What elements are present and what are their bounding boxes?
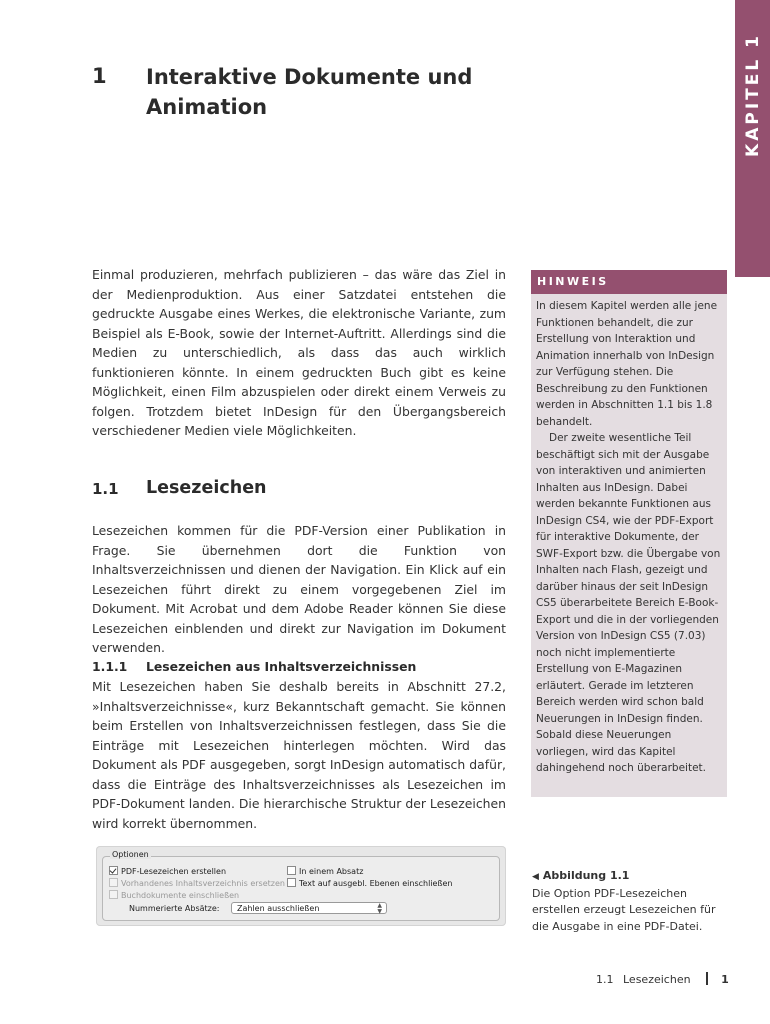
checkbox-icon xyxy=(287,866,296,875)
pdf-bookmarks-label: PDF-Lesezeichen erstellen xyxy=(121,867,227,876)
page-number: 1 xyxy=(721,973,729,986)
footer-section-number: 1.1 xyxy=(596,973,614,986)
figure-caption xyxy=(532,868,732,935)
checkbox-icon xyxy=(109,878,118,887)
section-paragraph: Lesezeichen kommen für die PDF-Version einer Publikation in Frage. Sie übernehmen dort die Funktion von Inhaltsverzeichnissen und dienen der Navigation. Ein Klick auf ein Lesezeichen führt direkt zu einem vorgegebenen Ziel im Dokument. Mit Acrobat und dem Adobe Reader können Sie diese Lesezeichen einblenden und direkt zur Navigation im Dokument verwenden. xyxy=(92,523,506,655)
intro-paragraph: Einmal produzieren, mehrfach publizieren – das wäre das Ziel in der Medienproduktion. Aus einer Satzdatei entstehen die gedruckte Ausgabe eines Werkes, die elektronische Variante, zum Beispiel als E-Book, sowie der Internet-Auftritt. Allerdings sind die Medien zu unterschiedlich, als dass das auch wirklich funktionieren könnte. In einem gedruckten Buch gibt es keine Möglichkeit, einen Film abzuspielen oder direkt einem Verweis zu folgen. Trotzdem bietet InDesign für den Übergangsbereich verschiedener Medien viele Möglichkeiten. xyxy=(92,267,506,438)
chapter-title-line-1: Interaktive Dokumente und xyxy=(146,65,473,89)
subsection-paragraph: Mit Lesezeichen haben Sie deshalb bereits in Abschnitt 27.2, »Inhaltsverzeichnisse«, kurz Bekanntschaft gemacht. Sie können beim Erstellen von Inhaltsverzeichnissen festlegen, dass Sie die Einträge mit Lesezeichen hinterlegen möchten. Wird das Dokument als PDF ausgegeben, sorgt InDesign automatisch dafür, dass die Einträge des Inhaltsverzeichnisses als Lesezeichen im PDF-Dokument landen. Die hierarchische Struktur der Lesezeichen wird korrekt übernommen. xyxy=(92,679,506,831)
include-overset-checkbox[interactable] xyxy=(287,878,453,888)
footer-section-title: Lesezeichen xyxy=(623,973,691,986)
replace-existing-label: Vorhandenes Inhaltsverzeichnis ersetzen xyxy=(121,879,285,888)
select-arrows-icon: ▲ ▼ xyxy=(377,902,382,915)
chapter-tab xyxy=(735,0,770,277)
caption-arrow-icon: ◀ xyxy=(532,872,539,882)
options-group-label: Optionen xyxy=(112,850,149,859)
page-footer xyxy=(596,972,729,986)
section-number: 1.1 xyxy=(92,480,119,498)
chapter-title xyxy=(146,62,546,122)
numbered-paragraphs-value: Zahlen ausschließen xyxy=(237,904,320,913)
subsection-title: Lesezeichen aus Inhaltsverzeichnissen xyxy=(146,659,417,674)
hint-box xyxy=(531,270,727,797)
checkbox-icon xyxy=(287,878,296,887)
options-group xyxy=(102,856,500,921)
hint-heading: HINWEIS xyxy=(531,270,727,294)
caption-text: Die Option PDF-Lesezeichen erstellen erzeugt Lesezeichen für die Ausgabe in eine PDF-Datei. xyxy=(532,886,716,933)
chapter-number: 1 xyxy=(92,64,107,88)
chapter-title-line-2: Animation xyxy=(146,95,268,119)
include-book-label: Buchdokumente einschließen xyxy=(121,891,240,900)
checkbox-icon xyxy=(109,890,118,899)
in-one-paragraph-checkbox[interactable] xyxy=(287,866,363,876)
chapter-tab-label: KAPITEL 1 xyxy=(742,33,763,157)
footer-divider xyxy=(706,972,708,985)
include-overset-label: Text auf ausgebl. Ebenen einschließen xyxy=(299,879,453,888)
include-book-checkbox[interactable] xyxy=(109,890,239,900)
hint-paragraph-2: Der zweite wesentliche Teil beschäftigt sich mit der Ausgabe von interaktiven und animierten Inhalten aus InDesign. Dabei werden bekannte Funktionen aus InDesign CS4, wie der PDF-Export für interaktive Dokumente, der SWF-Export bzw. die Übergabe von Inhalten nach Flash, gezeigt und darüber hinaus der seit InDesign CS5 überarbeitete Bereich E-Book-Export und die in der vorliegenden Version von InDesign CS5 (7.03) noch nicht implementierte Erstellung von E-Magazinen erläutert. Gerade im letzteren Bereich werden wird schon bald Neuerungen in InDesign finden. Sobald diese Neuerungen vorliegen, wird das Kapitel dahingehend noch überarbeitet. xyxy=(536,432,721,774)
hint-paragraph-1: In diesem Kapitel werden alle jene Funktionen behandelt, die zur Erstellung von Interaktion und Animation innerhalb von InDesign zur Verfügung stehen. Die Beschreibung zu den Funktionen werden in Abschnitten 1.1 bis 1.8 behandelt. xyxy=(536,300,718,428)
section-title: Lesezeichen xyxy=(146,478,267,498)
figure-screenshot xyxy=(96,846,506,926)
numbered-paragraphs-select[interactable] xyxy=(231,902,387,914)
hint-body xyxy=(531,294,727,777)
subsection-number: 1.1.1 xyxy=(92,659,128,674)
caption-title: Abbildung 1.1 xyxy=(542,869,630,882)
numbered-paragraphs-label: Nummerierte Absätze: xyxy=(129,904,220,913)
replace-existing-checkbox[interactable] xyxy=(109,878,285,888)
in-one-paragraph-label: In einem Absatz xyxy=(299,867,364,876)
checkbox-checked-icon xyxy=(109,866,118,875)
pdf-bookmarks-checkbox[interactable] xyxy=(109,866,226,876)
